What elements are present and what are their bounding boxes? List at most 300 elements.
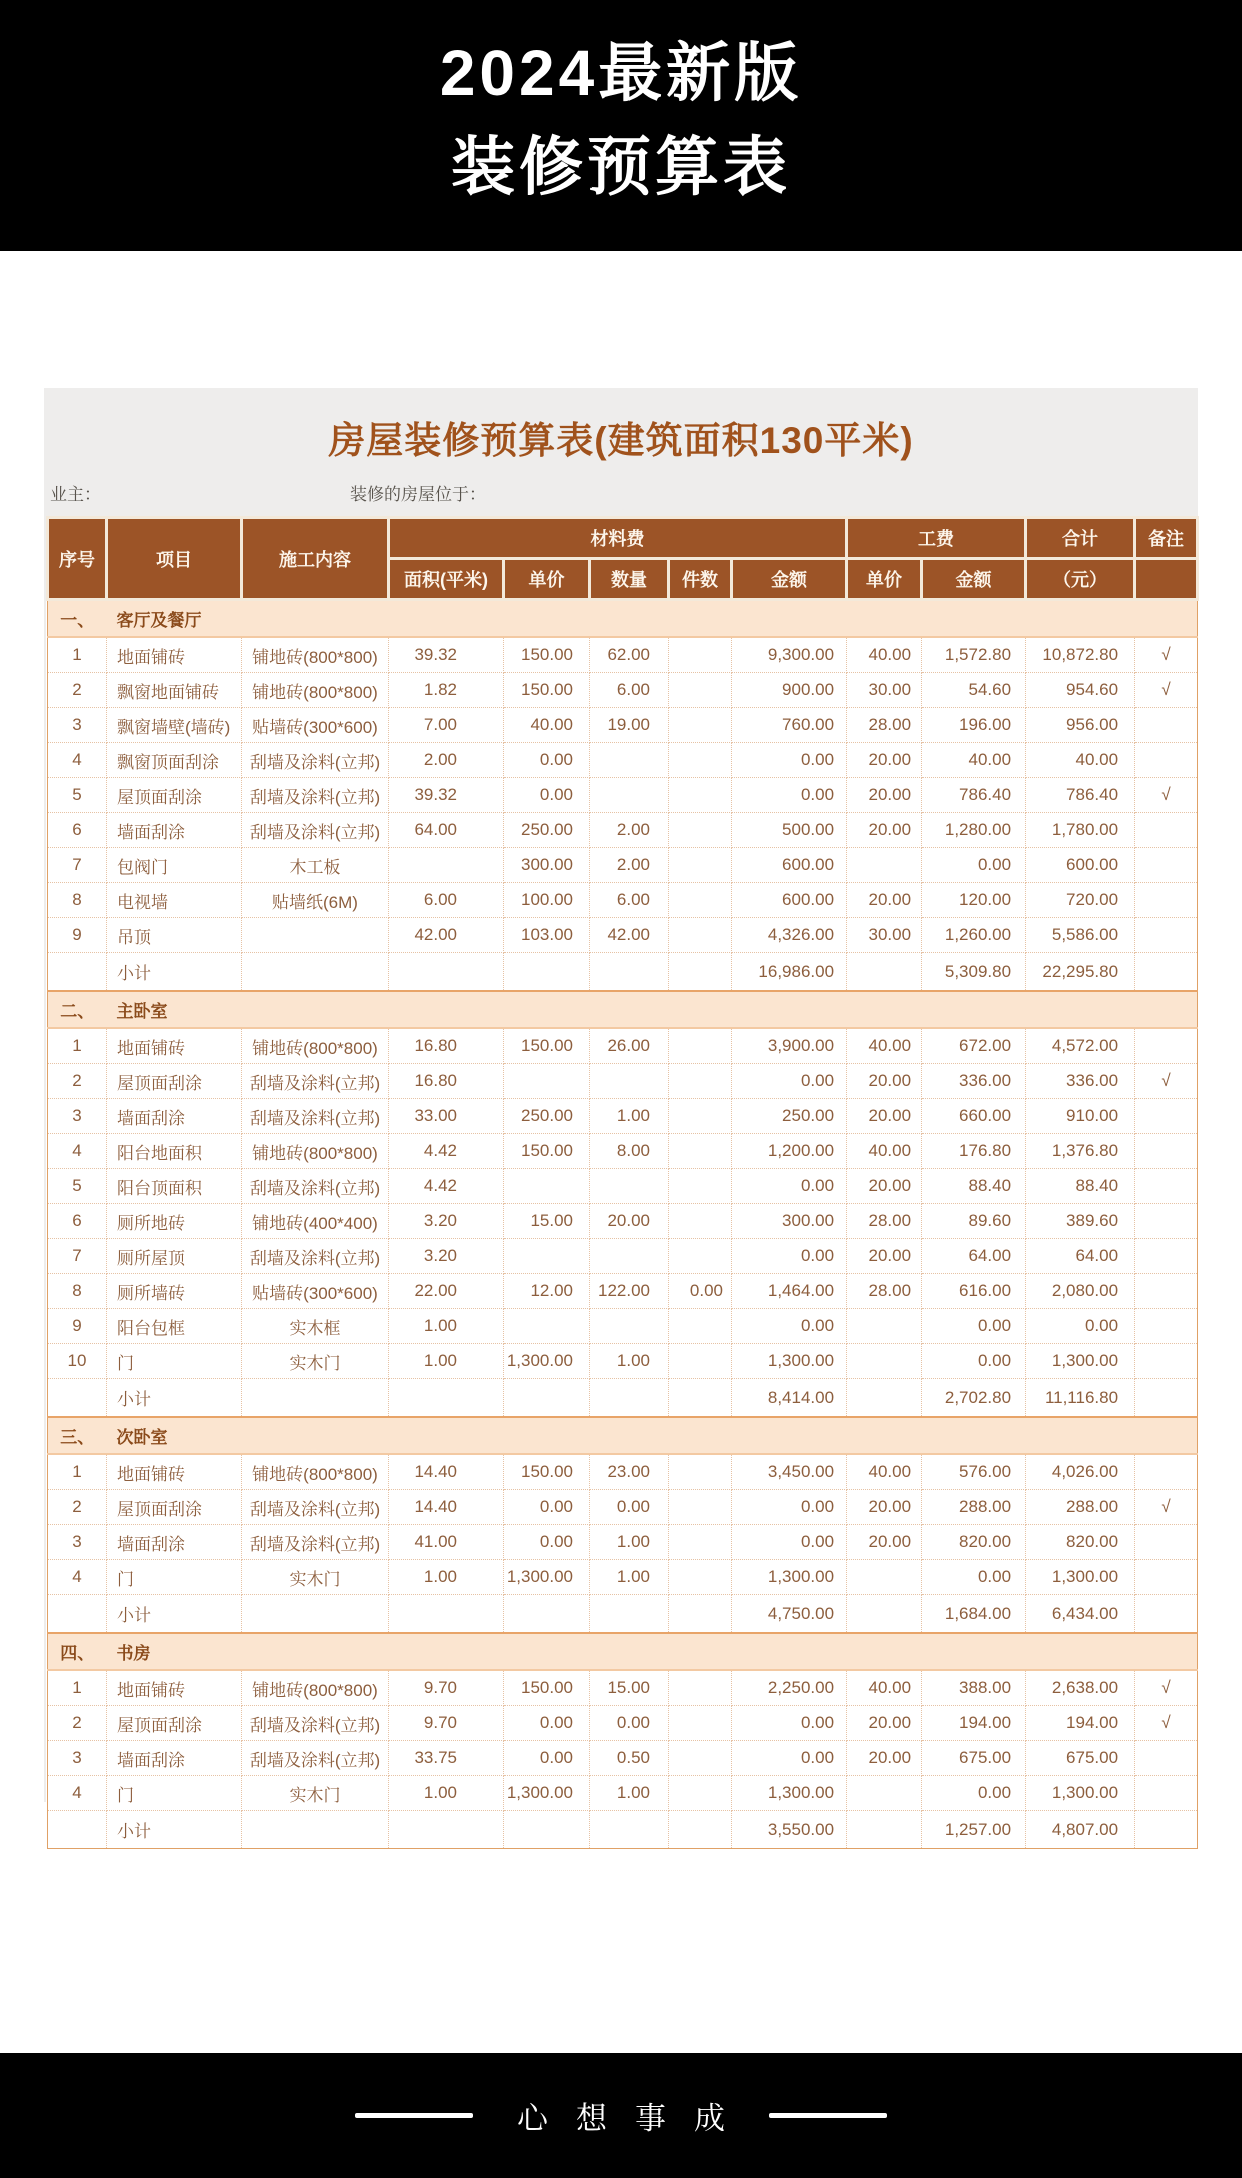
cell-remark [1135, 1239, 1198, 1274]
subtotal-area [389, 1379, 504, 1418]
cell-item: 厕所地砖 [107, 1204, 242, 1239]
cell-item: 地面铺砖 [107, 1028, 242, 1064]
header-total: 合计 [1026, 518, 1135, 559]
budget-row [48, 743, 1198, 778]
cell-work: 铺地砖(800*800) [242, 637, 389, 673]
cell-remark [1135, 1776, 1198, 1811]
left-dash-line [355, 2113, 473, 2118]
budget-row [48, 1064, 1198, 1099]
cell-labor-price: 20.00 [847, 1525, 922, 1560]
cell-labor-price: 40.00 [847, 637, 922, 673]
subtotal-row [48, 1811, 1198, 1849]
section-header-row [48, 1417, 1198, 1454]
cell-price: 1,300.00 [504, 1560, 590, 1595]
cell-labor-amount: 616.00 [922, 1274, 1026, 1309]
top-banner [0, 0, 1242, 251]
cell-labor-amount: 0.00 [922, 1309, 1026, 1344]
cell-amount: 3,450.00 [732, 1454, 847, 1490]
cell-work: 贴墙砖(300*600) [242, 1274, 389, 1309]
subtotal-labor-price [847, 1595, 922, 1634]
cell-item: 厕所墙砖 [107, 1274, 242, 1309]
subtotal-price [504, 1811, 590, 1849]
budget-row [48, 778, 1198, 813]
header-total-unit: （元） [1026, 559, 1135, 600]
cell-amount: 0.00 [732, 1490, 847, 1525]
header-material-qty: 数量 [590, 559, 669, 600]
cell-amount: 0.00 [732, 1239, 847, 1274]
cell-price: 150.00 [504, 673, 590, 708]
cell-amount: 1,300.00 [732, 1344, 847, 1379]
cell-area: 33.75 [389, 1741, 504, 1776]
cell-qty: 15.00 [590, 1670, 669, 1706]
cell-pieces [669, 673, 732, 708]
cell-pieces [669, 1490, 732, 1525]
subtotal-remark [1135, 1595, 1198, 1634]
cell-total: 1,376.80 [1026, 1134, 1135, 1169]
cell-pieces [669, 1028, 732, 1064]
cell-qty: 1.00 [590, 1344, 669, 1379]
cell-pieces [669, 708, 732, 743]
cell-price: 40.00 [504, 708, 590, 743]
cell-amount: 600.00 [732, 883, 847, 918]
cell-labor-price: 20.00 [847, 1099, 922, 1134]
cell-labor-price: 20.00 [847, 1064, 922, 1099]
cell-qty: 0.00 [590, 1490, 669, 1525]
cell-work: 铺地砖(800*800) [242, 1134, 389, 1169]
subtotal-pieces [669, 1379, 732, 1418]
cell-pieces [669, 1670, 732, 1706]
cell-total: 194.00 [1026, 1706, 1135, 1741]
cell-remark [1135, 1204, 1198, 1239]
cell-qty: 23.00 [590, 1454, 669, 1490]
section-header-row [48, 991, 1198, 1028]
cell-qty: 1.00 [590, 1776, 669, 1811]
location-label: 装修的房屋位于： [350, 485, 486, 504]
cell-remark [1135, 813, 1198, 848]
budget-sheet-panel [44, 388, 1198, 1841]
cell-area: 42.00 [389, 918, 504, 953]
cell-item: 厕所屋顶 [107, 1239, 242, 1274]
cell-total: 1,300.00 [1026, 1344, 1135, 1379]
cell-work: 铺地砖(800*800) [242, 1028, 389, 1064]
subtotal-amount: 8,414.00 [732, 1379, 847, 1418]
cell-amount: 0.00 [732, 778, 847, 813]
cell-item: 地面铺砖 [107, 637, 242, 673]
cell-seq: 4 [48, 1560, 107, 1595]
cell-work: 实木门 [242, 1776, 389, 1811]
cell-area: 3.20 [389, 1204, 504, 1239]
banner-title-line2: 装修预算表 [451, 131, 791, 203]
cell-qty: 20.00 [590, 1204, 669, 1239]
cell-labor-amount: 820.00 [922, 1525, 1026, 1560]
header-remark: 备注 [1135, 518, 1198, 559]
header-remark-empty [1135, 559, 1198, 600]
cell-remark [1135, 1134, 1198, 1169]
cell-labor-price: 20.00 [847, 1741, 922, 1776]
cell-seq: 7 [48, 1239, 107, 1274]
budget-row [48, 1274, 1198, 1309]
cell-item: 吊顶 [107, 918, 242, 953]
cell-item: 墙面刮涂 [107, 1525, 242, 1560]
section-title: 主卧室 [107, 991, 1198, 1028]
cell-item: 屋顶面刮涂 [107, 778, 242, 813]
cell-item: 屋顶面刮涂 [107, 1706, 242, 1741]
cell-amount: 1,464.00 [732, 1274, 847, 1309]
cell-amount: 0.00 [732, 1169, 847, 1204]
cell-area: 1.82 [389, 673, 504, 708]
cell-work: 铺地砖(800*800) [242, 1454, 389, 1490]
subtotal-work [242, 1811, 389, 1849]
cell-seq: 4 [48, 1134, 107, 1169]
cell-total: 720.00 [1026, 883, 1135, 918]
cell-area: 33.00 [389, 1099, 504, 1134]
cell-price: 150.00 [504, 1670, 590, 1706]
subtotal-area [389, 1811, 504, 1849]
subtotal-work [242, 1595, 389, 1634]
cell-area: 1.00 [389, 1344, 504, 1379]
cell-item: 飘窗顶面刮涂 [107, 743, 242, 778]
budget-row [48, 1134, 1198, 1169]
budget-row [48, 1490, 1198, 1525]
cell-amount: 1,300.00 [732, 1560, 847, 1595]
cell-labor-price: 28.00 [847, 1204, 922, 1239]
cell-amount: 0.00 [732, 1064, 847, 1099]
cell-total: 64.00 [1026, 1239, 1135, 1274]
cell-price: 300.00 [504, 848, 590, 883]
cell-price: 250.00 [504, 813, 590, 848]
cell-seq: 1 [48, 1454, 107, 1490]
cell-work: 实木门 [242, 1344, 389, 1379]
cell-price: 0.00 [504, 1525, 590, 1560]
cell-labor-price: 30.00 [847, 918, 922, 953]
cell-labor-amount: 0.00 [922, 1776, 1026, 1811]
cell-item: 墙面刮涂 [107, 1741, 242, 1776]
cell-item: 飘窗地面铺砖 [107, 673, 242, 708]
subtotal-labor-amount: 1,684.00 [922, 1595, 1026, 1634]
cell-work: 刮墙及涂料(立邦) [242, 1490, 389, 1525]
cell-seq: 4 [48, 1776, 107, 1811]
subtotal-item: 小计 [107, 953, 242, 992]
cell-work: 刮墙及涂料(立邦) [242, 1741, 389, 1776]
cell-area: 41.00 [389, 1525, 504, 1560]
subtotal-pieces [669, 1811, 732, 1849]
budget-row [48, 883, 1198, 918]
cell-amount: 900.00 [732, 673, 847, 708]
section-number: 二、 [48, 991, 107, 1028]
cell-labor-amount: 1,280.00 [922, 813, 1026, 848]
budget-row [48, 1204, 1198, 1239]
subtotal-price [504, 1379, 590, 1418]
cell-seq: 4 [48, 743, 107, 778]
owner-line [44, 480, 1198, 506]
cell-amount: 1,300.00 [732, 1776, 847, 1811]
header-material-price: 单价 [504, 559, 590, 600]
cell-price [504, 1169, 590, 1204]
cell-price: 12.00 [504, 1274, 590, 1309]
cell-total: 4,572.00 [1026, 1028, 1135, 1064]
cell-area: 9.70 [389, 1706, 504, 1741]
cell-area: 14.40 [389, 1490, 504, 1525]
cell-area: 1.00 [389, 1309, 504, 1344]
header-material-area: 面积(平米) [389, 559, 504, 600]
cell-labor-amount: 660.00 [922, 1099, 1026, 1134]
cell-qty: 0.00 [590, 1706, 669, 1741]
cell-labor-price [847, 848, 922, 883]
section-number: 四、 [48, 1633, 107, 1670]
cell-price: 103.00 [504, 918, 590, 953]
cell-labor-amount: 54.60 [922, 673, 1026, 708]
subtotal-qty [590, 1595, 669, 1634]
cell-pieces [669, 1169, 732, 1204]
cell-price: 15.00 [504, 1204, 590, 1239]
subtotal-total: 4,807.00 [1026, 1811, 1135, 1849]
header-material-group: 材料费 [389, 518, 847, 559]
section-number: 一、 [48, 600, 107, 638]
subtotal-amount: 16,986.00 [732, 953, 847, 992]
cell-labor-price [847, 1309, 922, 1344]
cell-total: 910.00 [1026, 1099, 1135, 1134]
subtotal-row [48, 953, 1198, 992]
header-work: 施工内容 [242, 518, 389, 600]
subtotal-seq [48, 1811, 107, 1849]
cell-work: 铺地砖(400*400) [242, 1204, 389, 1239]
cell-area: 14.40 [389, 1454, 504, 1490]
cell-amount: 9,300.00 [732, 637, 847, 673]
cell-pieces [669, 637, 732, 673]
cell-pieces [669, 1099, 732, 1134]
cell-total: 820.00 [1026, 1525, 1135, 1560]
cell-price: 1,300.00 [504, 1776, 590, 1811]
cell-qty: 26.00 [590, 1028, 669, 1064]
cell-item: 屋顶面刮涂 [107, 1490, 242, 1525]
header-labor-amount: 金额 [922, 559, 1026, 600]
budget-row [48, 848, 1198, 883]
cell-labor-amount: 88.40 [922, 1169, 1026, 1204]
budget-row [48, 1169, 1198, 1204]
cell-amount: 0.00 [732, 1525, 847, 1560]
cell-total: 1,300.00 [1026, 1776, 1135, 1811]
cell-qty: 42.00 [590, 918, 669, 953]
cell-pieces [669, 1239, 732, 1274]
cell-total: 600.00 [1026, 848, 1135, 883]
subtotal-qty [590, 953, 669, 992]
cell-qty [590, 1309, 669, 1344]
cell-amount: 0.00 [732, 743, 847, 778]
cell-remark [1135, 743, 1198, 778]
cell-work: 刮墙及涂料(立邦) [242, 813, 389, 848]
budget-row [48, 1525, 1198, 1560]
budget-row [48, 1741, 1198, 1776]
cell-area: 64.00 [389, 813, 504, 848]
cell-area: 9.70 [389, 1670, 504, 1706]
subtotal-area [389, 1595, 504, 1634]
budget-row [48, 1309, 1198, 1344]
cell-work: 刮墙及涂料(立邦) [242, 1706, 389, 1741]
cell-total: 2,080.00 [1026, 1274, 1135, 1309]
cell-amount: 600.00 [732, 848, 847, 883]
header-material-amount: 金额 [732, 559, 847, 600]
cell-pieces [669, 1741, 732, 1776]
subtotal-work [242, 1379, 389, 1418]
cell-area: 39.32 [389, 778, 504, 813]
cell-labor-price: 40.00 [847, 1454, 922, 1490]
cell-work: 刮墙及涂料(立邦) [242, 1169, 389, 1204]
cell-work: 实木框 [242, 1309, 389, 1344]
cell-item: 包阀门 [107, 848, 242, 883]
cell-seq: 6 [48, 813, 107, 848]
cell-price: 150.00 [504, 1454, 590, 1490]
cell-work: 刮墙及涂料(立邦) [242, 1239, 389, 1274]
cell-remark: √ [1135, 1064, 1198, 1099]
cell-price: 150.00 [504, 1028, 590, 1064]
cell-item: 门 [107, 1560, 242, 1595]
subtotal-pieces [669, 1595, 732, 1634]
cell-item: 墙面刮涂 [107, 813, 242, 848]
cell-item: 阳台包框 [107, 1309, 242, 1344]
cell-work: 木工板 [242, 848, 389, 883]
cell-area: 4.42 [389, 1134, 504, 1169]
subtotal-amount: 3,550.00 [732, 1811, 847, 1849]
budget-row [48, 637, 1198, 673]
cell-labor-price [847, 1776, 922, 1811]
cell-work: 贴墙砖(300*600) [242, 708, 389, 743]
cell-remark [1135, 708, 1198, 743]
cell-pieces [669, 848, 732, 883]
cell-pieces [669, 1204, 732, 1239]
cell-seq: 2 [48, 1490, 107, 1525]
cell-price [504, 1064, 590, 1099]
cell-seq: 9 [48, 918, 107, 953]
cell-area [389, 848, 504, 883]
budget-row [48, 1454, 1198, 1490]
cell-labor-price: 20.00 [847, 743, 922, 778]
cell-remark: √ [1135, 637, 1198, 673]
cell-area: 16.80 [389, 1064, 504, 1099]
cell-pieces [669, 1134, 732, 1169]
subtotal-row [48, 1595, 1198, 1634]
cell-labor-amount: 288.00 [922, 1490, 1026, 1525]
cell-labor-price: 28.00 [847, 1274, 922, 1309]
cell-seq: 8 [48, 883, 107, 918]
subtotal-row [48, 1379, 1198, 1418]
subtotal-work [242, 953, 389, 992]
cell-area: 1.00 [389, 1776, 504, 1811]
cell-item: 地面铺砖 [107, 1454, 242, 1490]
cell-pieces [669, 1776, 732, 1811]
cell-seq: 8 [48, 1274, 107, 1309]
cell-total: 4,026.00 [1026, 1454, 1135, 1490]
subtotal-total: 22,295.80 [1026, 953, 1135, 992]
cell-qty [590, 1064, 669, 1099]
cell-qty [590, 743, 669, 778]
cell-pieces [669, 1064, 732, 1099]
cell-amount: 300.00 [732, 1204, 847, 1239]
subtotal-item: 小计 [107, 1595, 242, 1634]
cell-seq: 7 [48, 848, 107, 883]
cell-remark [1135, 1344, 1198, 1379]
subtotal-amount: 4,750.00 [732, 1595, 847, 1634]
cell-labor-price: 40.00 [847, 1670, 922, 1706]
cell-labor-price: 20.00 [847, 778, 922, 813]
subtotal-item: 小计 [107, 1811, 242, 1849]
budget-row [48, 918, 1198, 953]
cell-area: 22.00 [389, 1274, 504, 1309]
cell-labor-amount: 89.60 [922, 1204, 1026, 1239]
budget-table-header [48, 518, 1198, 600]
cell-work: 刮墙及涂料(立邦) [242, 1525, 389, 1560]
cell-qty [590, 1239, 669, 1274]
cell-labor-amount: 0.00 [922, 1560, 1026, 1595]
cell-total: 1,300.00 [1026, 1560, 1135, 1595]
subtotal-area [389, 953, 504, 992]
cell-pieces [669, 778, 732, 813]
cell-work: 铺地砖(800*800) [242, 1670, 389, 1706]
cell-seq: 1 [48, 1670, 107, 1706]
header-item: 项目 [107, 518, 242, 600]
cell-total: 956.00 [1026, 708, 1135, 743]
cell-remark [1135, 1560, 1198, 1595]
cell-seq: 6 [48, 1204, 107, 1239]
cell-labor-price: 20.00 [847, 1706, 922, 1741]
cell-total: 2,638.00 [1026, 1670, 1135, 1706]
cell-labor-price: 20.00 [847, 813, 922, 848]
cell-work: 刮墙及涂料(立邦) [242, 743, 389, 778]
subtotal-qty [590, 1811, 669, 1849]
cell-price: 1,300.00 [504, 1344, 590, 1379]
budget-row [48, 1344, 1198, 1379]
cell-item: 门 [107, 1776, 242, 1811]
section-header-row [48, 600, 1198, 638]
cell-remark [1135, 1454, 1198, 1490]
subtotal-seq [48, 953, 107, 992]
header-material-pieces: 件数 [669, 559, 732, 600]
cell-remark: √ [1135, 1706, 1198, 1741]
cell-total: 88.40 [1026, 1169, 1135, 1204]
cell-price: 150.00 [504, 1134, 590, 1169]
cell-labor-price: 40.00 [847, 1028, 922, 1064]
sheet-title: 房屋装修预算表(建筑面积130平米) [328, 420, 914, 461]
cell-work [242, 918, 389, 953]
cell-labor-amount: 194.00 [922, 1706, 1026, 1741]
cell-labor-amount: 675.00 [922, 1741, 1026, 1776]
cell-price: 0.00 [504, 778, 590, 813]
cell-seq: 3 [48, 1525, 107, 1560]
budget-row [48, 1776, 1198, 1811]
subtotal-total: 11,116.80 [1026, 1379, 1135, 1418]
cell-labor-price: 20.00 [847, 883, 922, 918]
cell-remark: √ [1135, 778, 1198, 813]
cell-qty: 2.00 [590, 848, 669, 883]
cell-amount: 760.00 [732, 708, 847, 743]
subtotal-price [504, 1595, 590, 1634]
cell-amount: 2,250.00 [732, 1670, 847, 1706]
budget-row [48, 673, 1198, 708]
cell-area: 16.80 [389, 1028, 504, 1064]
cell-seq: 9 [48, 1309, 107, 1344]
cell-price: 100.00 [504, 883, 590, 918]
cell-price: 150.00 [504, 637, 590, 673]
subtotal-labor-amount: 5,309.80 [922, 953, 1026, 992]
cell-qty: 8.00 [590, 1134, 669, 1169]
cell-price: 0.00 [504, 1490, 590, 1525]
cell-total: 786.40 [1026, 778, 1135, 813]
subtotal-labor-price [847, 1811, 922, 1849]
budget-table-body [48, 600, 1198, 1849]
cell-price: 0.00 [504, 1741, 590, 1776]
cell-labor-amount: 388.00 [922, 1670, 1026, 1706]
cell-seq: 2 [48, 1064, 107, 1099]
cell-labor-amount: 196.00 [922, 708, 1026, 743]
